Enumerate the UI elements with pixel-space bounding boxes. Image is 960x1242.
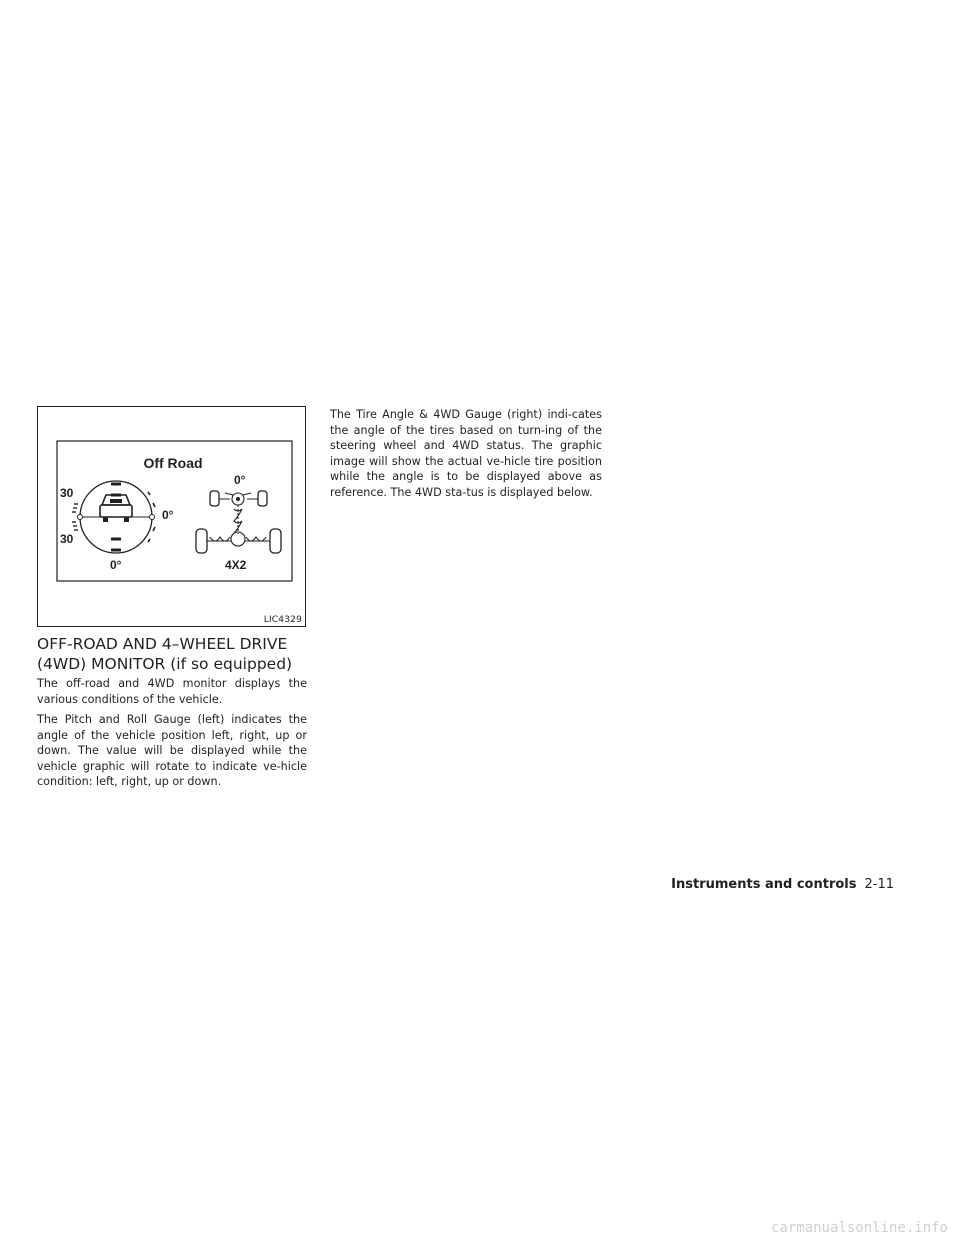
off-road-monitor-figure — [37, 406, 306, 627]
pitch-roll-gauge — [60, 481, 174, 572]
pitch-value: 0° — [110, 558, 122, 572]
pitch-top-label: 30 — [60, 486, 74, 500]
off-road-monitor-illustration — [38, 407, 307, 628]
footer-section: Instruments and controls — [671, 877, 857, 892]
drive-mode: 4X2 — [225, 558, 247, 572]
roll-value: 0° — [162, 508, 174, 522]
vehicle-front-icon — [100, 495, 132, 522]
pitch-bottom-label: 30 — [60, 532, 74, 546]
page-footer — [671, 877, 894, 892]
paragraph-intro: The off-road and 4WD monitor displays the various conditions of the vehicle. — [37, 677, 307, 706]
paragraph-tire-angle: The Tire Angle & 4WD Gauge (right) indi-cates the angle of the tires based on turn-ing of the steering wheel and 4WD status. The graphic image will show the actual ve-hicle tire position while the angle is to be displayed above as reference. The 4WD sta-tus is displayed below. — [330, 408, 602, 499]
monitor-title: Off Road — [143, 455, 203, 471]
drivetrain — [207, 493, 270, 546]
section-heading: OFF-ROAD AND 4–WHEEL DRIVE (4WD) MONITOR (if so equipped) — [37, 635, 293, 673]
paragraph-pitch-roll: The Pitch and Roll Gauge (left) indicates the angle of the vehicle position left, right, up or down. The value will be displayed while the vehicle graphic will rotate to indicate ve-hicle condition: left, right, up or down. — [37, 713, 307, 789]
tire-angle-4wd-gauge — [196, 473, 281, 572]
page-number: 2-11 — [864, 877, 894, 892]
tire-angle-value: 0° — [234, 473, 246, 487]
figure-code: LIC4329 — [263, 615, 302, 625]
watermark[interactable]: carmanualsonline.info — [770, 1220, 948, 1236]
